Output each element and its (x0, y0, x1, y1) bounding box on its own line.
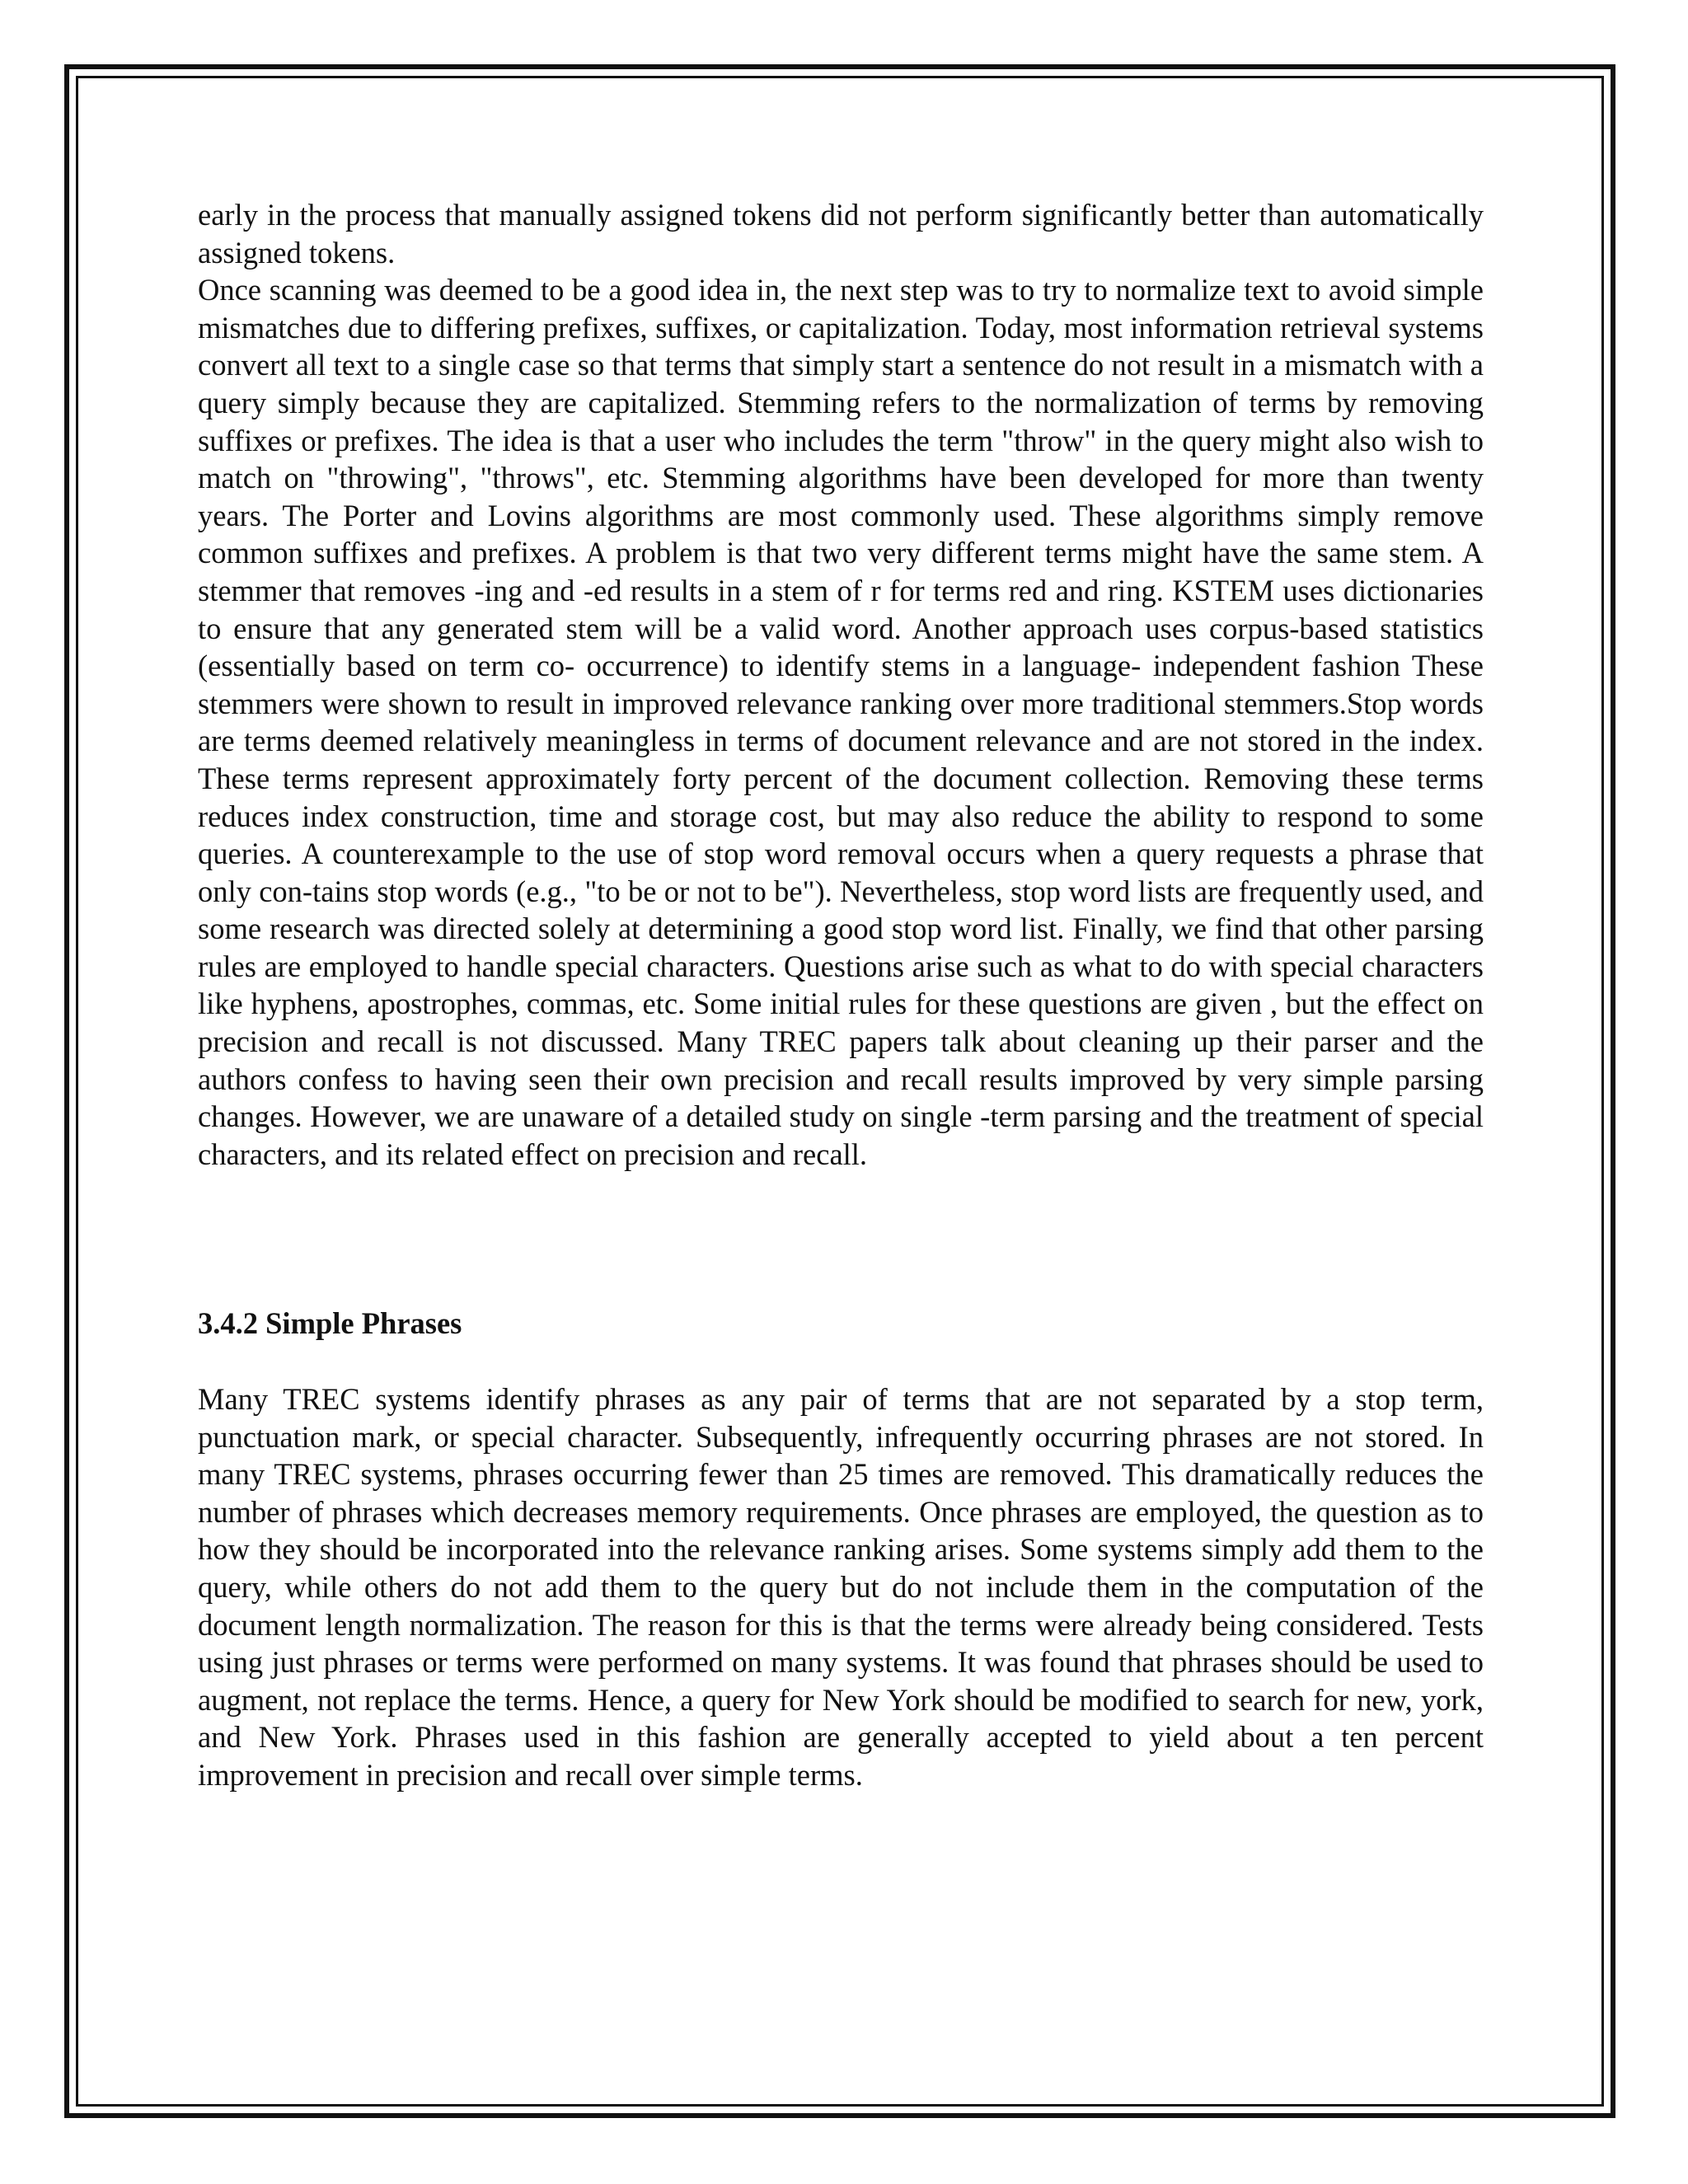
paragraph-continuation: early in the process that manually assigned tokens did not perform significantly better than automatically assigned tokens. (198, 198, 1484, 269)
page-content (198, 196, 1484, 1794)
paragraph-stemming-stopwords: Once scanning was deemed to be a good idea in, the next step was to try to normalize text to avoid simple mismatches due to differing prefixes, suffixes, or capitalization. Today, most information retrieval systems convert all text to a single case so that terms that simply start a sentence do not result in a mismatch with a query simply because they are capitalized. Stemming refers to the normalization of terms by removing suffixes or prefixes. The idea is that a user who includes the term "throw" in the query might also wish to match on "throwing", "throws", etc. Stemming algorithms have been developed for more than twenty years. The Porter and Lovins algorithms are most commonly used. These algorithms simply remove common suffixes and prefixes. A problem is that two very different terms might have the same stem. A stemmer that removes -ing and -ed results in a stem of r for terms red and ring. KSTEM uses dictionaries to ensure that any generated stem will be a valid word. Another approach uses corpus-based statistics (essentially based on term co- occurrence) to identify stems in a language- independent fashion These stemmers were shown to result in improved relevance ranking over more traditional stemmers.Stop words are terms deemed relatively meaningless in terms of document relevance and are not stored in the index. These terms represent approximately forty percent of the document collection. Removing these terms reduces index construction, time and storage cost, but may also reduce the ability to respond to some queries. A counterexample to the use of stop word removal occurs when a query requests a phrase that only con-tains stop words (e.g., "to be or not to be"). Nevertheless, stop word lists are frequently used, and some research was directed solely at determining a good stop word list. Finally, we find that other parsing rules are employed to handle special characters. Questions arise such as what to do with special characters like hyphens, apostrophes, commas, etc. Some initial rules for these questions are given , but the effect on precision and recall is not discussed. Many TREC papers talk about cleaning up their parser and the authors confess to having seen their own precision and recall results improved by very simple parsing changes. However, we are unaware of a detailed study on single -term parsing and the treatment of special characters, and its related effect on precision and recall. (198, 273, 1484, 1171)
section-heading: 3.4.2 Simple Phrases (198, 1306, 462, 1341)
paragraph-simple-phrases: Many TREC systems identify phrases as any pair of terms that are not separated by a stop term, punctuation mark, or special character. Subsequently, infrequently occurring phrases are not stored. In many TREC systems, phrases occurring fewer than 25 times are removed. This dramatically reduces the number of phrases which decreases memory requirements. Once phrases are employed, the question as to how they should be incorporated into the relevance ranking arises. Some systems simply add them to the query, while others do not add them to the query but do not include them in the computation of the document length normalization. The reason for this is that the terms were already being considered. Tests using just phrases or terms were performed on many systems. It was found that phrases should be used to augment, not replace the terms. Hence, a query for New York should be modified to search for new, york, and New York. Phrases used in this fashion are generally accepted to yield about a ten percent improvement in precision and recall over simple terms. (198, 1382, 1484, 1792)
